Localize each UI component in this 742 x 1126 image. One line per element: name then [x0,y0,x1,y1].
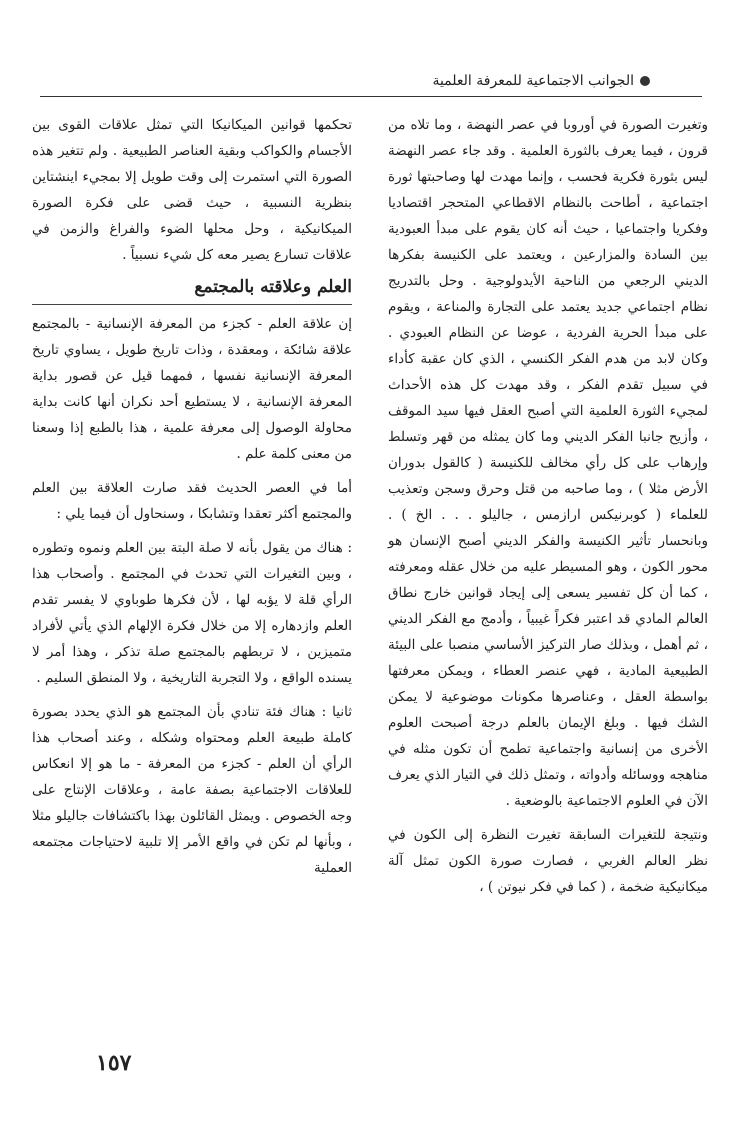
paragraph: أما في العصر الحديث فقد صارت العلاقة بين العلم والمجتمع أكثر تعقدا وتشابكا ، وسنحاول أن فيما يلي : [32,480,352,522]
bullet-icon [640,76,650,86]
page-number: ١٥٧ [96,1050,132,1076]
section-title: العلم وعلاقته بالمجتمع [32,272,352,305]
right-column [388,112,708,900]
paragraph: : هناك من يقول بأنه لا صلة البتة بين العلم ونموه وتطوره ، وبين التغيرات التي تحدث في المجتمع . وأصحاب هذا الرأي قلة لا يؤبه لها ، لأن فكرها طوباوي لا يفسر تقدم العلم وازدهاره إلا من خلال فكرة الإلهام الذي يأتي لأفراد متميزين ، لا تربطهم بالمجتمع صلة تذكر ، وهذا أمر لا يسنده الواقع ، ولا التجربة التاريخية ، ولا المنطق السليم . [32,540,352,686]
header-rule [40,96,702,97]
paragraph: ثانيا : هناك فئة تنادي بأن المجتمع هو الذي يحدد بصورة كاملة طبيعة العلم ومحتواه وشكله ، وعند أصحاب هذا الرأي أن العلم - كجزء من المعرفة - ما هو إلا انعكاس للعلاقات الاجتماعية بصفة عامة ، وعلاقات الإنتاج على وجه الخصوص . ويمثل القائلون بهذا باكتشافات جاليلو مثلا ، وبأنها لم تكن في واقع الأمر إلا تلبية لاحتياجات مجتمعه العملية [32,704,352,876]
paragraph: وتغيرت الصورة في أوروبا في عصر النهضة ، وما تلاه من قرون ، فيما يعرف بالثورة العلمية . وقد جاء عصر النهضة ليس بثورة فكرية فحسب ، وإنما مهدت لها وصاحبتها ثورة اجتماعية ، أطاحت بالنظام الاقطاعي المتحجر اقتصاديا وفكريا واجتماعيا ، حيث أنه كان يقوم على مبدأ العبودية بين السادة والمزارعين ، ويعتمد على الكنيسة بفكرها الديني الرجعي من الناحية الأيدولوجية . وحل بالتدريج نظام اجتماعي جديد يعتمد على التجارة والمناعة ، ويقوم على مبدأ الحرية الفردية ، عوضا عن النظام العبودي . وكان لابد من هدم الفكر الكنسي ، الذي كان عقبة كأداء في سبيل تقدم الفكر ، وقد مهدت كل هذه الأحداث لمجيء الثورة العلمية التي أصبح العقل فيها سيد الموقف ، وأزيح جانبا الفكر الديني وما كان يمثله من قهر وتسلط وإرهاب على كل رأي مخالف للكنيسة ( كالقول بدوران الأرض مثلا ) ، وما صاحبه من قتل وحرق وسجن وتعذيب للعلماء ( كوبرنيكس ارازمس ، جاليلو . . . الخ ) . وبانحسار تأثير الكنيسة والفكر الديني أصبح الإنسان هو محور الكون ، وهو المسيطر عليه من خلال عقله ومعرفته ، كما أن كل تفسير يسعى إلى إيجاد قوانين خارج نطاق العالم المادي قد اعتبر فكراً غيبياً ، وأدمج مع الفكر الديني ، ثم أهمل ، وبذلك صار التركيز الأساسي منصبا على البيئة الطبيعية المادية ، فهي عنصر العطاء ، ويمكن معرفتها بواسطة العقل ، وعناصرها مكونات موضوعية لا يمكن الشك فيها . وبلغ الإيمان بالعلم درجة أصبحت العلوم الأخرى من إنسانية واجتماعية تطمح أن تكون مثله في مناهجه ووسائله وأدواته ، وتمثل ذلك في التيار الذي يعرف الآن في العلوم الاجتماعية بالوضعية . [388,117,708,809]
running-header [0,70,742,94]
paragraph: تحكمها قوانين الميكانيكا التي تمثل علاقات القوى بين الأجسام والكواكب وبقية العناصر الطبيعية . ولم تتغير هذه الصورة التي استمرت إلى وقت طويل إلا بمجيء اينشتاين بنظرية النسبية ، حيث قضى على فكرة الصورة الميكانيكية ، وحل محلها الضوء والفراغ والزمن في علاقات تسارع يصير معه كل شيء نسبياً . [32,117,352,263]
left-column [32,112,352,881]
paragraph: إن علاقة العلم - كجزء من المعرفة الإنسانية - بالمجتمع علاقة شائكة ، ومعقدة ، وذات تاريخ طويل ، يساوي تاريخ المعرفة الإنسانية نفسها ، فمهما قيل عن قصور بداية المعرفة الإنسانية ، لا يستطيع أحد نكران أنها كانت بداية محاولة الوصول إلى معرفة علمية ، هذا بالطبع إذا وسعنا من معنى كلمة علم . [32,316,352,462]
paragraph: ونتيجة للتغيرات السابقة تغيرت النظرة إلى الكون في نظر العالم الغربي ، فصارت صورة الكون تمثل آلة ميكانيكية ضخمة ، ( كما في فكر نيوتن ) ، [388,827,708,895]
running-header-title: الجوانب الاجتماعية للمعرفة العلمية [432,73,634,89]
